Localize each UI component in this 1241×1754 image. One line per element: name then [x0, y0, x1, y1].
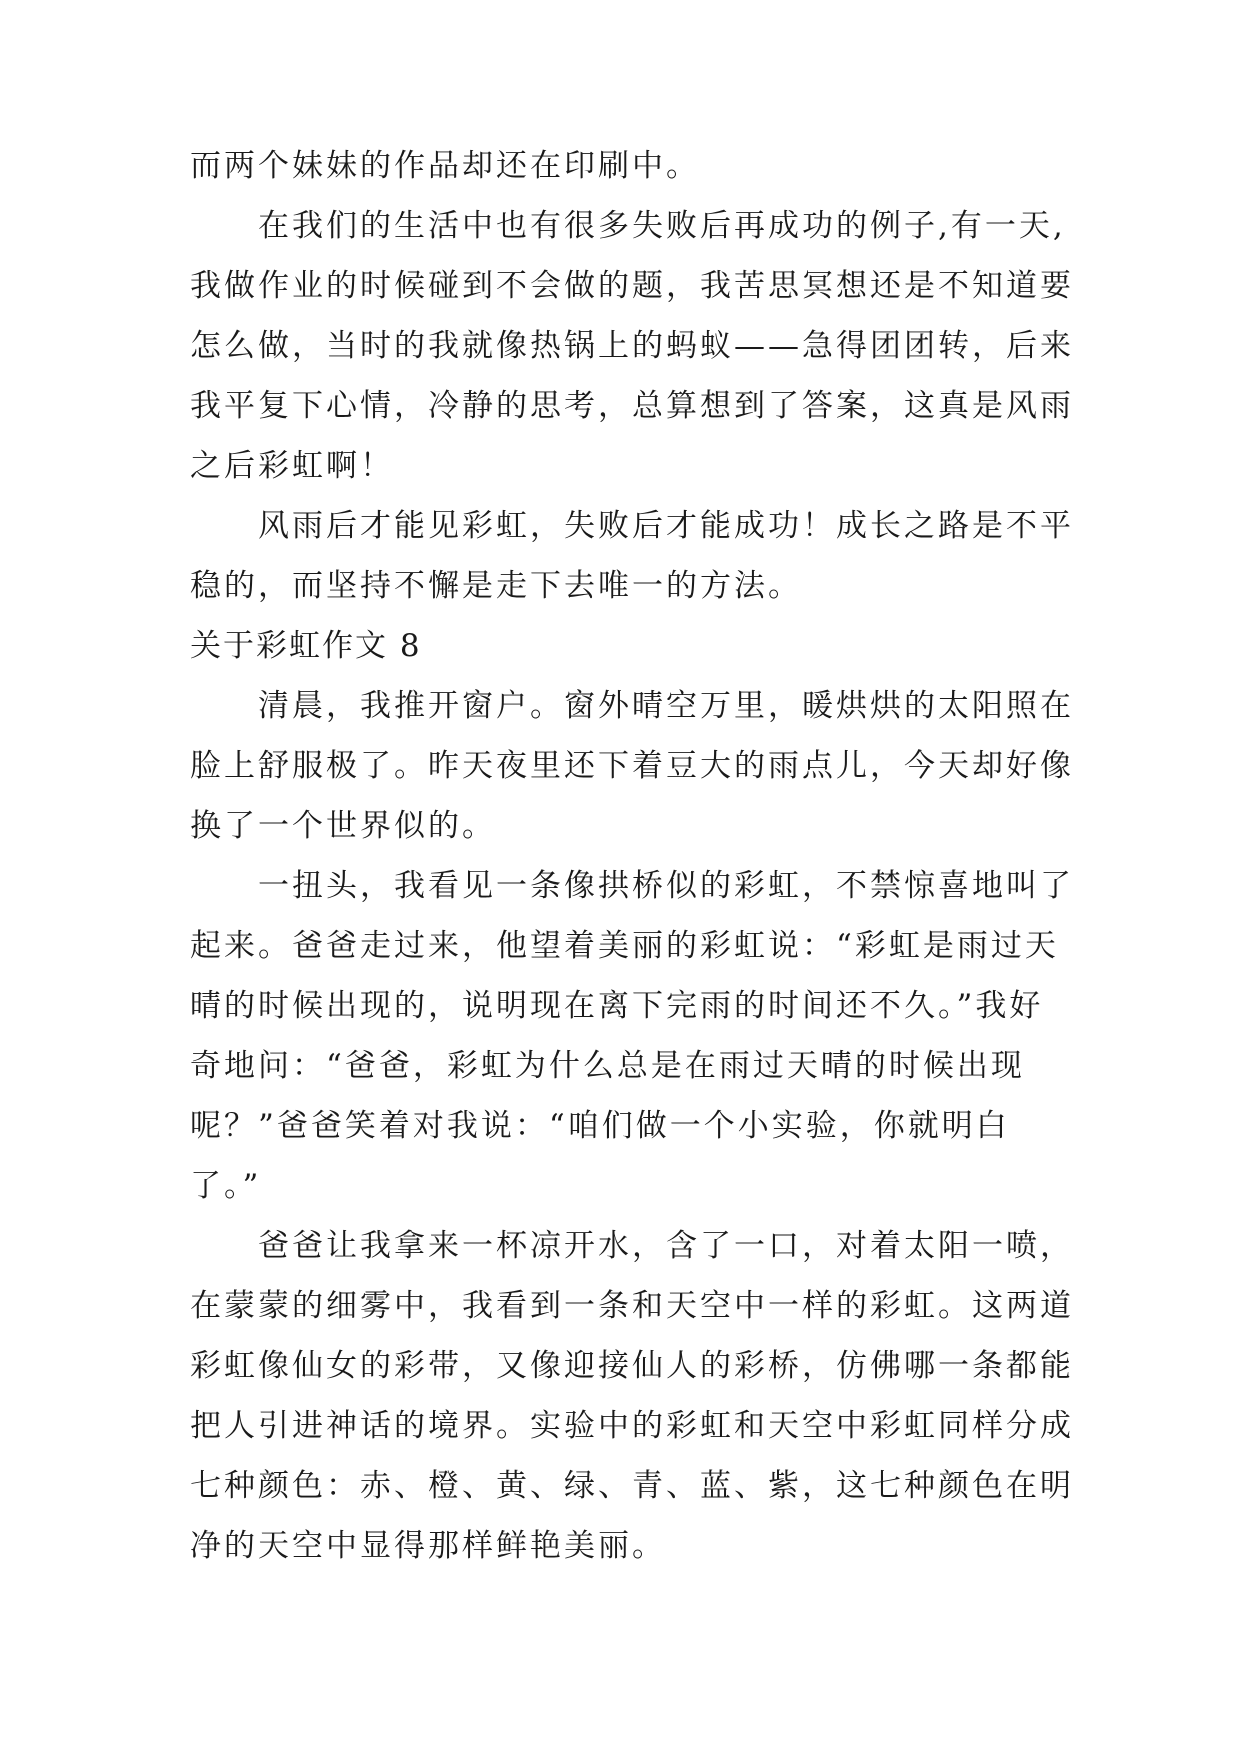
text-line: 而两个妹妹的作品却还在印刷中。	[190, 148, 700, 184]
text-line: 一扭头，我看见一条像拱桥似的彩虹，不禁惊喜地叫了	[258, 868, 1074, 904]
section-heading: 关于彩虹作文 8	[190, 628, 422, 664]
text-line: 彩虹像仙女的彩带，又像迎接仙人的彩桥，仿佛哪一条都能	[190, 1348, 1074, 1384]
text-line: 奇地问：“爸爸，彩虹为什么总是在雨过天晴的时候出现	[190, 1048, 1025, 1084]
text-line: 怎么做，当时的我就像热锅上的蚂蚁——急得团团转，后来	[190, 328, 1074, 364]
text-line: 把人引进神话的境界。实验中的彩虹和天空中彩虹同样分成	[190, 1408, 1074, 1444]
text-line: 我做作业的时候碰到不会做的题，我苦思冥想还是不知道要	[190, 268, 1074, 304]
text-line: 起来。爸爸走过来，他望着美丽的彩虹说：“彩虹是雨过天	[190, 928, 1059, 964]
text-line: 之后彩虹啊！	[190, 448, 394, 484]
text-line: 七种颜色：赤、橙、黄、绿、青、蓝、紫，这七种颜色在明	[190, 1468, 1074, 1504]
text-line: 爸爸让我拿来一杯凉开水，含了一口，对着太阳一喷，	[258, 1228, 1074, 1264]
text-line: 了。”	[190, 1168, 262, 1204]
text-line: 净的天空中显得那样鲜艳美丽。	[190, 1528, 666, 1564]
text-line: 稳的，而坚持不懈是走下去唯一的方法。	[190, 568, 802, 604]
text-line: 晴的时候出现的，说明现在离下完雨的时间还不久。”我好	[190, 988, 1044, 1024]
text-line: 换了一个世界似的。	[190, 808, 496, 844]
text-line: 在蒙蒙的细雾中，我看到一条和天空中一样的彩虹。这两道	[190, 1288, 1074, 1324]
text-line: 在我们的生活中也有很多失败后再成功的例子,有一天,	[258, 208, 1066, 244]
text-line: 清晨，我推开窗户。窗外晴空万里，暖烘烘的太阳照在	[258, 688, 1074, 724]
text-line: 我平复下心情，冷静的思考，总算想到了答案，这真是风雨	[190, 388, 1074, 424]
text-line: 脸上舒服极了。昨天夜里还下着豆大的雨点儿，今天却好像	[190, 748, 1074, 784]
text-line: 呢？”爸爸笑着对我说：“咱们做一个小实验，你就明白	[190, 1108, 1010, 1144]
text-line: 风雨后才能见彩虹，失败后才能成功！成长之路是不平	[258, 508, 1074, 544]
